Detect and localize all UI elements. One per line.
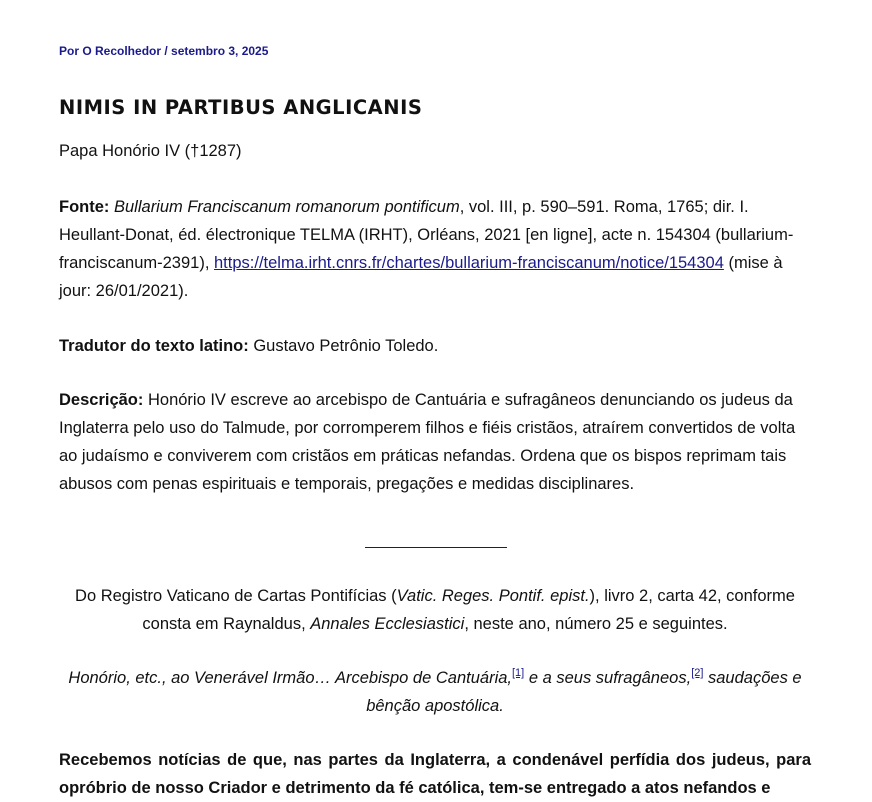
greeting-text-2: e a seus sufragâneos, bbox=[524, 669, 692, 687]
greeting-text-3: saudações e bênção apostólica. bbox=[366, 669, 802, 715]
register-text-3: , neste ano, número 25 e seguintes. bbox=[464, 615, 728, 633]
source-work-title: Bullarium Franciscanum romanorum pontificum bbox=[114, 198, 460, 216]
description-label: Descrição: bbox=[59, 391, 144, 409]
author-line: Papa Honório IV (†1287) bbox=[59, 142, 242, 160]
greeting-text-1: Honório, etc., ao Venerável Irmão… Arcebispo de Cantuária, bbox=[68, 669, 512, 687]
footnote-link-2[interactable]: [2] bbox=[691, 667, 704, 679]
register-paragraph bbox=[49, 582, 821, 638]
source-label: Fonte: bbox=[59, 198, 110, 216]
register-text-2: ), livro 2, carta 42, conforme consta em Raynaldus, bbox=[142, 587, 795, 633]
post-meta: Por O Recolhedor / setembro 3, 2025 bbox=[59, 44, 269, 58]
register-italic-1: Vatic. Reges. Pontif. epist. bbox=[396, 587, 590, 605]
source-details: , vol. III, p. 590–591. Roma, 1765; dir. I. Heullant-Donat, éd. électronique TELMA (IRHT), Orléans, 2021 [en ligne], acte n. 154304 (bullarium-franciscanum-2391), bbox=[59, 198, 794, 272]
register-text-1: Do Registro Vaticano de Cartas Pontifícias ( bbox=[75, 587, 397, 605]
translator-name: Gustavo Petrônio Toledo. bbox=[248, 337, 439, 355]
letter-body: Recebemos notícias de que, nas partes da Inglaterra, a condenável perfídia dos judeus, para opróbrio de nosso Criador e detrimento da fé católica, tem-se entregado a atos nefandos e bbox=[59, 751, 811, 797]
description-paragraph bbox=[59, 386, 811, 498]
page-title: NIMIS IN PARTIBUS ANGLICANIS bbox=[59, 96, 423, 119]
register-italic-2: Annales Ecclesiastici bbox=[310, 615, 465, 633]
source-suffix: (mise à jour: 26/01/2021). bbox=[59, 254, 783, 300]
translator-paragraph bbox=[59, 332, 438, 360]
description-text: Honório IV escreve ao arcebispo de Cantuária e sufragâneos denunciando os judeus da Inglaterra pelo uso do Talmude, por corromperem filhos e fiéis cristãos, atraírem convertidos de volta ao judaísmo e conviverem com cristãos em práticas nefandas. Ordena que os bispos reprimam tais abusos com penas espirituais e temporais, pregações e medidas disciplinares. bbox=[59, 391, 796, 493]
greeting-paragraph bbox=[49, 664, 821, 720]
section-divider bbox=[365, 547, 507, 548]
translator-label: Tradutor do texto latino: bbox=[59, 337, 249, 355]
source-paragraph bbox=[59, 193, 811, 305]
footnote-link-1[interactable]: [1] bbox=[512, 667, 525, 679]
source-link[interactable]: https://telma.irht.cnrs.fr/chartes/bullarium-franciscanum/notice/154304 bbox=[214, 254, 724, 272]
